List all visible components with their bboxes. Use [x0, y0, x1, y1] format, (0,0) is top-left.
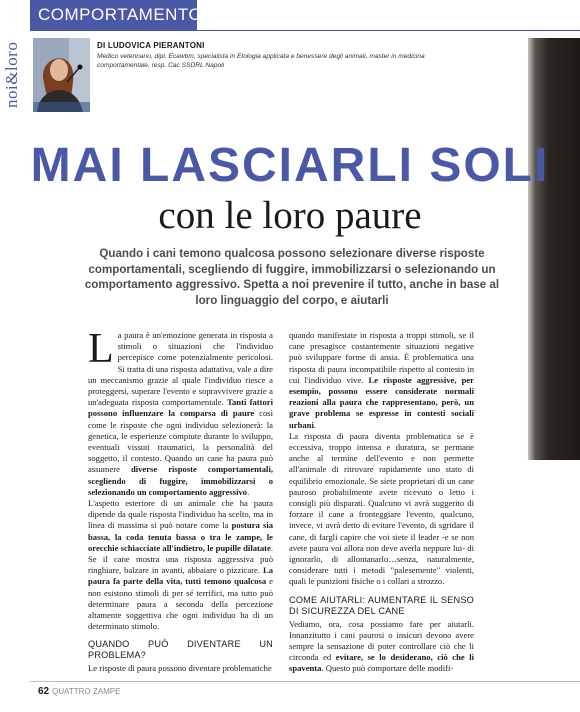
- text-run: così come le risposte che ogni individuo selezionerà: la genetica, le esperienze compiute durante lo sviluppo, eventuali vissuti traumatici, la personalità del soggetto, il contesto. Quando un cane ha paura può assumere: [88, 408, 273, 475]
- text-run: . Se il cane mostra una risposta aggressiva può ringhiare, balzare in avanti, abbaiare o pizzicare.: [88, 542, 273, 576]
- text-run: L'aspetto esteriore di un animale che ha paura dipende da quale risposta l'individuo ha scelto, ma in linea di massima si può notare come la: [88, 498, 273, 531]
- paragraph: Le risposte di paura possono diventare problematiche: [88, 663, 272, 674]
- bold-text: evitare, se lo desiderano, ciò che li spaventa: [289, 652, 475, 674]
- text-run: e non esistono stimoli di per sé terrifici, ma tutto può determinare paura a seconda della percezione altamente soggettiva che ogni individuo ha di un determinato stimolo.: [88, 576, 273, 632]
- text-run: . Questo può comportare delle modifi-: [321, 663, 454, 674]
- bold-text: Le risposte aggressive, per esempio, possono essere considerate normali reazioni alla paura che rappresentano, però, un grave problema se espresse in contesti sociali urbani: [289, 374, 474, 430]
- text-run: quando manifestate in risposta a troppi stimoli, se il cane presagisce costantemente situazioni negative può sviluppare forme di ansia. È problematica una risposta di paura incompatibile rispetto al contesto in cui l'individuo vive.: [289, 330, 474, 385]
- text-run: a paura è un'emozione generata in risposta a stimoli o situazioni che l'individuo percepisce come potenzialmente pericolosi. Si tratta di una risposta adattativa, vale a dire un meccanismo grazie al quale l'individuo riesce a proteggersi, superare l'evento e sopravvivere grazie a un'adeguata risposta comportamentale.: [88, 330, 273, 408]
- dropcap: L: [88, 326, 114, 372]
- paragraph: [88, 498, 273, 632]
- article-column-1: [88, 326, 273, 675]
- page-folio: [38, 686, 120, 697]
- lead-paragraph: Quando i cani temono qualcosa possono selezionare diverse risposte comportamentali, scegliendo di fuggire, immobilizzarsi o selezionando un comportamento aggressivo. Spetta a noi prevenire il tutto, anche in base al loro linguaggio del corpo, e aiutarli: [84, 247, 500, 307]
- page-number: 62: [38, 686, 50, 697]
- section-subhead: COME AIUTARLI: AUMENTARE IL SENSO DI SICUREZZA DEL CANE: [289, 594, 474, 616]
- paragraph: quando manifestate in risposta a troppi stimoli, se il cane presagisce costantemente situazioni negative può sviluppare forme di ansia. È problematica una risposta di paura incompatibile rispetto al contesto in cui l'individuo vive. Le risposte aggressive, per esempio, possono essere considerate normali reazioni alla paura che rappresentano, però, un grave problema se espresse in contesti sociali urbani.: [289, 330, 474, 430]
- top-rule: [30, 30, 580, 31]
- subheadline: con le loro paure: [158, 194, 422, 237]
- magazine-side-label: noi&loro: [2, 41, 21, 108]
- section-label: COMPORTAMENTO: [30, 0, 197, 30]
- section-subhead: QUANDO PUÒ DIVENTARE UN PROBLEMA?: [88, 639, 273, 661]
- bold-text: Tanti fattori possono influenzare la comparsa di paure: [88, 397, 273, 419]
- text-run: Vediamo, ora, cosa possiamo fare per aiutarli. Innanzitutto i cani paurosi o insicuri devono avere sempre la sensazione di poter controllare ciò che li circonda ed: [289, 618, 474, 663]
- bold-text: postura sia bassa, la coda tenuta bassa o tra le zampe, le orecchie schiacciate all'indietro, le pupille dilatate: [88, 520, 273, 553]
- author-name: DI LUDOVICA PIERANTONI: [97, 41, 205, 50]
- paragraph: La risposta di paura diventa problematica se è eccessiva, troppo intensa e duratura, se permane anche al termine dell'evento e non permette all'animale di ritrovare rapidamente uno stato di equilibrio emozionale. Se siete proprietari di un cane pauroso probabilmente avete ricevuto o letto i consigli più disparati. Qualcuno vi avrà suggerito di forzare il cane a fronteggiare l'evento, qualcuno, invece, vi avrà detto di evitare l'evento, di sgridare il cane, di fargli capire che voi siete il leader -e se non avete paura voi allora non deve averla neppure lui- di ignorarlo, di allontanarlo…senza, naturalmente, considerare tutti i metodi "palesemente" violenti, quali le punizioni fisiche o i collari a strozzo.: [289, 430, 474, 587]
- bold-text: La paura fa parte della vita, tutti temono qualcosa: [88, 565, 273, 587]
- paragraph: [289, 619, 474, 675]
- author-photo: [33, 38, 90, 112]
- dog-photo-edge: [528, 38, 580, 460]
- footer-rule: [30, 681, 580, 682]
- headline: MAI LASCIARLI SOLI: [30, 139, 550, 192]
- bold-text: diverse risposte comportamentali, scegliendo di fuggire, immobilizzarsi o selezionando un comportamento aggressivo: [88, 464, 273, 497]
- paragraph: La paura è un'emozione generata in risposta a stimoli o situazioni che l'individuo percepisce come potenzialmente pericolosi. Si tratta di una risposta adattativa, vale a dire un meccanismo grazie al quale l'individuo riesce a proteggersi, superare l'evento e sopravvivere grazie a un'adeguata risposta comportamentale. Tanti fattori possono influenzare la comparsa di paure così come le risposte che ogni individuo selezionerà: la genetica, le esperienze compiute durante lo sviluppo, eventuali vissuti traumatici, la personalità del soggetto, il contesto. Quando un cane ha paura può assumere diverse risposte comportamentali, scegliendo di fuggire, immobilizzarsi o selezionando un comportamento aggressivo.: [88, 326, 273, 497]
- article-column-2: [289, 330, 474, 675]
- author-bio: Medico veterinario, dipl. Ecawbm, specialista in Etologia applicata e benessere degli animali, master in medicina comportamentale, resp. Cac SSDRL Napoli: [97, 53, 425, 69]
- magazine-name: QUATTRO ZAMPE: [52, 687, 121, 696]
